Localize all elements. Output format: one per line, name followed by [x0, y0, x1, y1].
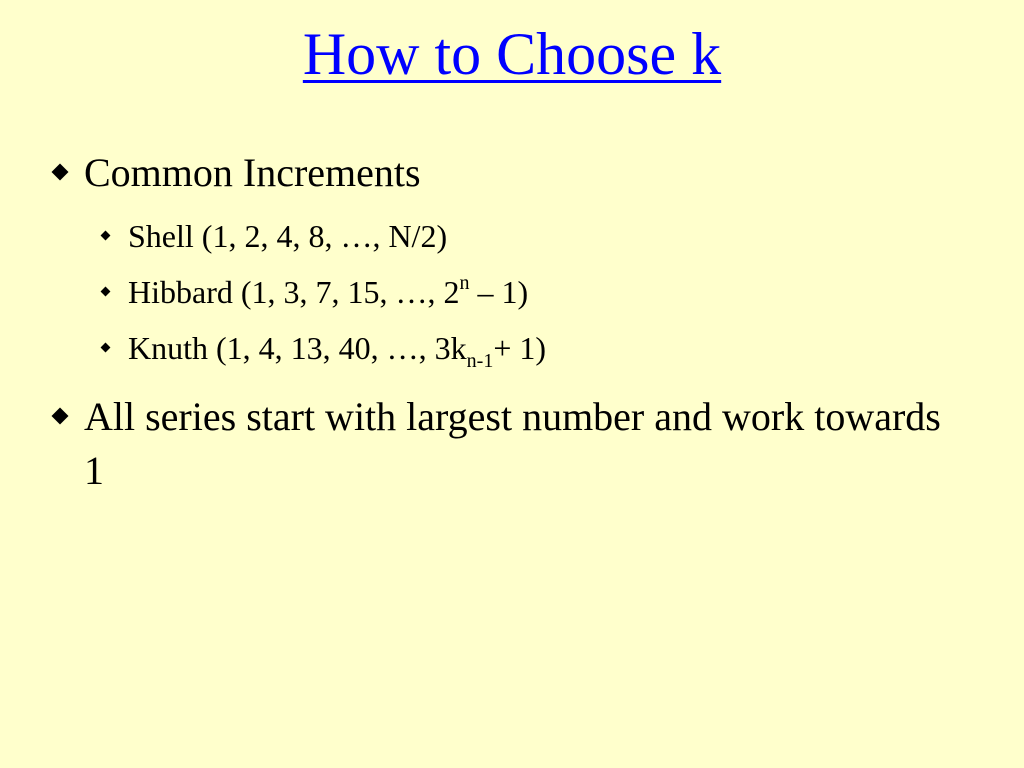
sub-bullet-text-post: – 1) — [469, 274, 529, 310]
diamond-bullet-icon — [52, 408, 69, 425]
subscript-n-1: n-1 — [466, 350, 494, 372]
small-diamond-bullet-icon — [101, 343, 111, 353]
bullet-all-series — [48, 390, 948, 498]
bullet-text: All series start with largest number and work towards 1 — [84, 394, 941, 493]
small-diamond-bullet-icon — [101, 287, 111, 297]
bullet-common-increments — [48, 146, 948, 200]
sub-bullet-hibbard — [48, 272, 948, 312]
sub-bullet-shell — [48, 216, 948, 256]
superscript-n: n — [459, 272, 470, 294]
small-diamond-bullet-icon — [101, 231, 111, 241]
sub-bullet-text-post: + 1) — [493, 330, 547, 366]
bullet-list — [48, 146, 948, 498]
sub-bullet-text-pre: Knuth (1, 4, 13, 40, …, 3k — [128, 330, 467, 366]
sub-bullet-text-pre: Hibbard (1, 3, 7, 15, …, 2 — [128, 274, 460, 310]
bullet-text: Common Increments — [84, 150, 421, 195]
sub-bullet-text: Shell (1, 2, 4, 8, …, N/2) — [128, 218, 448, 254]
diamond-bullet-icon — [52, 164, 69, 181]
sub-bullet-knuth — [48, 328, 948, 372]
slide-title-link[interactable]: How to Choose k — [302, 21, 722, 87]
